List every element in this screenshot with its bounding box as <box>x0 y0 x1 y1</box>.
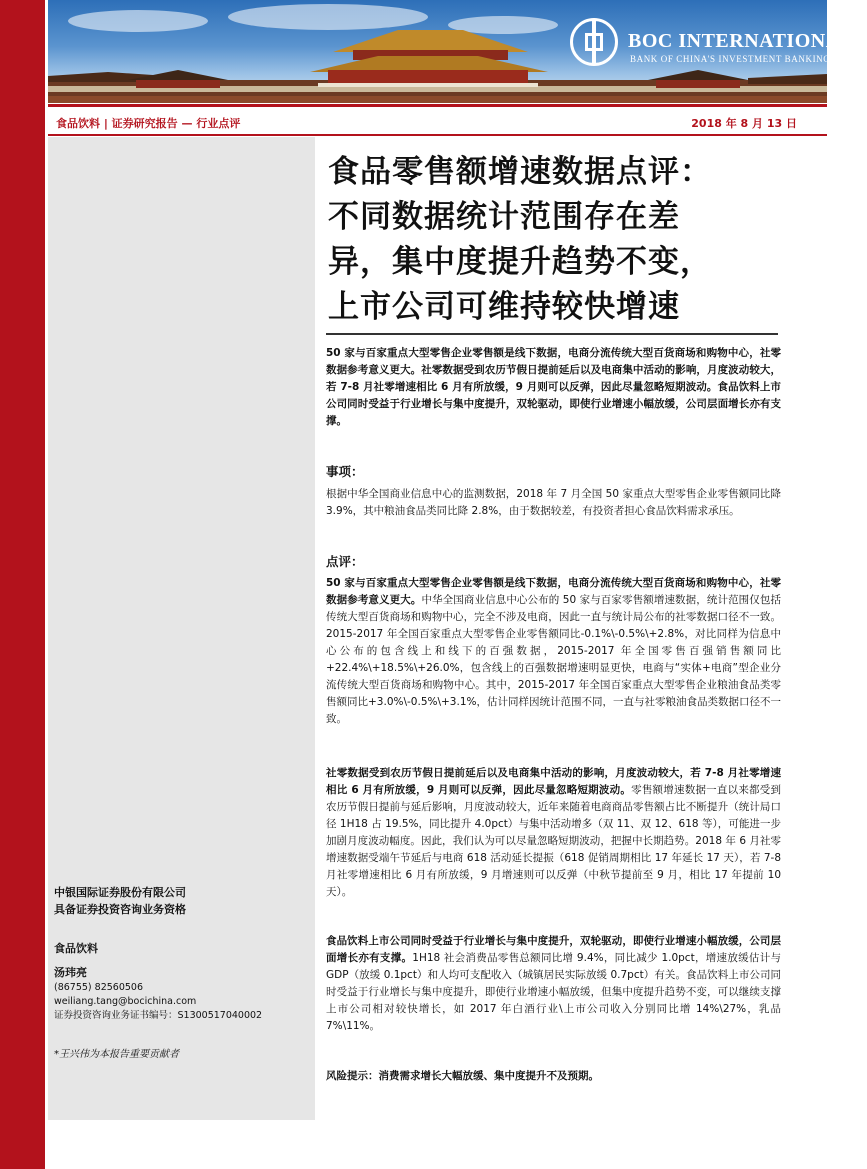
analyst-email[interactable]: weiliang.tang@bocichina.com <box>54 996 197 1007</box>
comment-paragraph <box>326 575 781 728</box>
paragraph-lead: 社零数据受到农历节假日提前延后以及电商集中活动的影响，月度波动较大，若 7-8 月社零增速相比 6 月有所放缓，9 月则可以反弹，因此尽量忽略短期波动。 <box>326 767 781 796</box>
analyst-block <box>54 964 262 1023</box>
paragraph-lead: 50 家与百家重点大型零售企业零售额是线下数据，电商分流传统大型百货商场和购物中心，社零数据参考意义更大。 <box>326 577 781 606</box>
paragraph-body: 零售额增速数据一直以来都受到农历节假日提前与延后影响，月度波动较大，近年来随着电商商品零售额占比不断提升（统计局口径 1H18 占 19.5%，同比提升 4.0pct）与集中活动增多（双 11、双 12、618 等），可能进一步加剧月度波动幅度。因此，我们认为可以尽量忽略短期波动，把握中长期趋势。2018 年 6 月社零增速数据受端午节延后与电商 618 活动延长提振（618 促销周期相比 17 年延长 17 天），若 7-8 月社零增速相比 6 月有所放缓，9 月增速则可以反弹（中秋节提前至 9 月，相比 17 年提前 10 天）。 <box>326 784 782 898</box>
brand-subtitle: BANK OF CHINA'S INVESTMENT BANKING GROUP <box>630 54 867 64</box>
comment-paragraph <box>326 765 781 901</box>
analyst-name: 汤玮亮 <box>54 966 87 979</box>
sector-label: 食品饮料 <box>54 942 98 955</box>
title-line: 上市公司可维持较快增速 <box>328 289 680 325</box>
sidebar-company-block <box>54 884 186 918</box>
summary-paragraph: 50 家与百家重点大型零售企业零售额是线下数据，电商分流传统大型百货商场和购物中心，社零数据参考意义更大。社零数据受到农历节假日提前延后以及电商集中活动的影响，月度波动较大，若 7-8 月社零增速相比 6 月有所放缓，9 月则可以反弹，因此尽量忽略短期波动。食品饮料上市公司同时受益于行业增长与集中度提升，双轮驱动，即使行业增速小幅放缓，公司层面增长亦有支撑。 <box>326 347 781 427</box>
header-underline <box>48 134 827 136</box>
contributor-note: *王兴伟为本报告重要贡献者 <box>54 1049 179 1060</box>
header-divider <box>48 104 827 107</box>
report-title <box>328 150 788 330</box>
comment-heading: 点评： <box>326 554 364 569</box>
company-qualification: 具备证券投资咨询业务资格 <box>54 903 186 916</box>
event-body: 根据中华全国商业信息中心的监测数据，2018 年 7 月全国 50 家重点大型零售企业零售额同比降 3.9%，其中粮油食品类同比降 2.8%，由于数据较差，有投资者担心食品饮料需求承压。 <box>326 488 781 517</box>
title-divider <box>326 333 778 335</box>
title-line: 食品零售额增速数据点评： <box>328 154 712 190</box>
brand-name: BOC INTERNATIONAL <box>628 30 855 52</box>
report-date: 2018 年 8 月 13 日 <box>691 117 797 130</box>
risk-warning <box>326 1068 781 1085</box>
header-banner <box>48 0 867 103</box>
risk-label: 风险提示： <box>326 1070 379 1082</box>
boc-logo-icon <box>570 18 618 66</box>
title-line: 异，集中度提升趋势不变， <box>328 244 712 280</box>
report-header <box>48 110 827 132</box>
company-name: 中银国际证券股份有限公司 <box>54 886 186 899</box>
analyst-phone: (86755) 82560506 <box>54 982 144 993</box>
analyst-license: 证券投资咨询业务证书编号：S1300517040002 <box>54 1010 263 1021</box>
event-heading: 事项： <box>326 464 364 479</box>
comment-paragraph <box>326 933 781 1035</box>
report-category: 食品饮料 | 证券研究报告 — 行业点评 <box>56 117 241 130</box>
risk-text: 消费需求增长大幅放缓、集中度提升不及预期。 <box>378 1070 599 1082</box>
left-red-bar <box>0 0 45 1169</box>
paragraph-body: 1H18 社会消费品零售总额同比增 9.4%，同比减少 1.0pct，增速放缓估计与 GDP（放缓 0.1pct）和人均可支配收入（城镇居民实际放缓 0.7pct）有关。食品饮料上市公司同时受益于行业增长与集中度提升，即使行业增速小幅放缓，但集中度提升趋势不变，可以继续支撑上市公司相对较快增长，如 2017 年白酒行业\上市公司收入分别同比增 14%\27%，乳品 7%\11%。 <box>326 952 781 1032</box>
paragraph-body: 中华全国商业信息中心公布的 50 家与百家零售额增速数据，统计范围仅包括传统大型百货商场和购物中心，完全不涉及电商，因此一直与统计局公布的社零数据口径不一致。2015-2017 年全国百家重点大型零售企业零售额同比-0.1%\-0.5%\+2.8%，对比同样为信息中心公布的包含线上和线下的百强数据，2015-2017 年全国零售百强销售额同比+22.4%\+18.5%\+26.0%，包含线上的百强数据增速明显更快，电商与“实体+电商”型企业分流传统大型百货商场和购物中心。其中，2015-2017 年全国百家重点大型零售企业粮油食品类零售额同比+3.0%\-0.5%\+3.1%，估计同样因统计范围不同，一直与社零粮油食品类数据口径不一致。 <box>326 594 782 725</box>
title-line: 不同数据统计范围存在差 <box>328 199 680 235</box>
paragraph-lead: 食品饮料上市公司同时受益于行业增长与集中度提升，双轮驱动，即使行业增速小幅放缓，公司层面增长亦有支撑。 <box>326 935 781 964</box>
left-sidebar <box>48 137 315 1120</box>
